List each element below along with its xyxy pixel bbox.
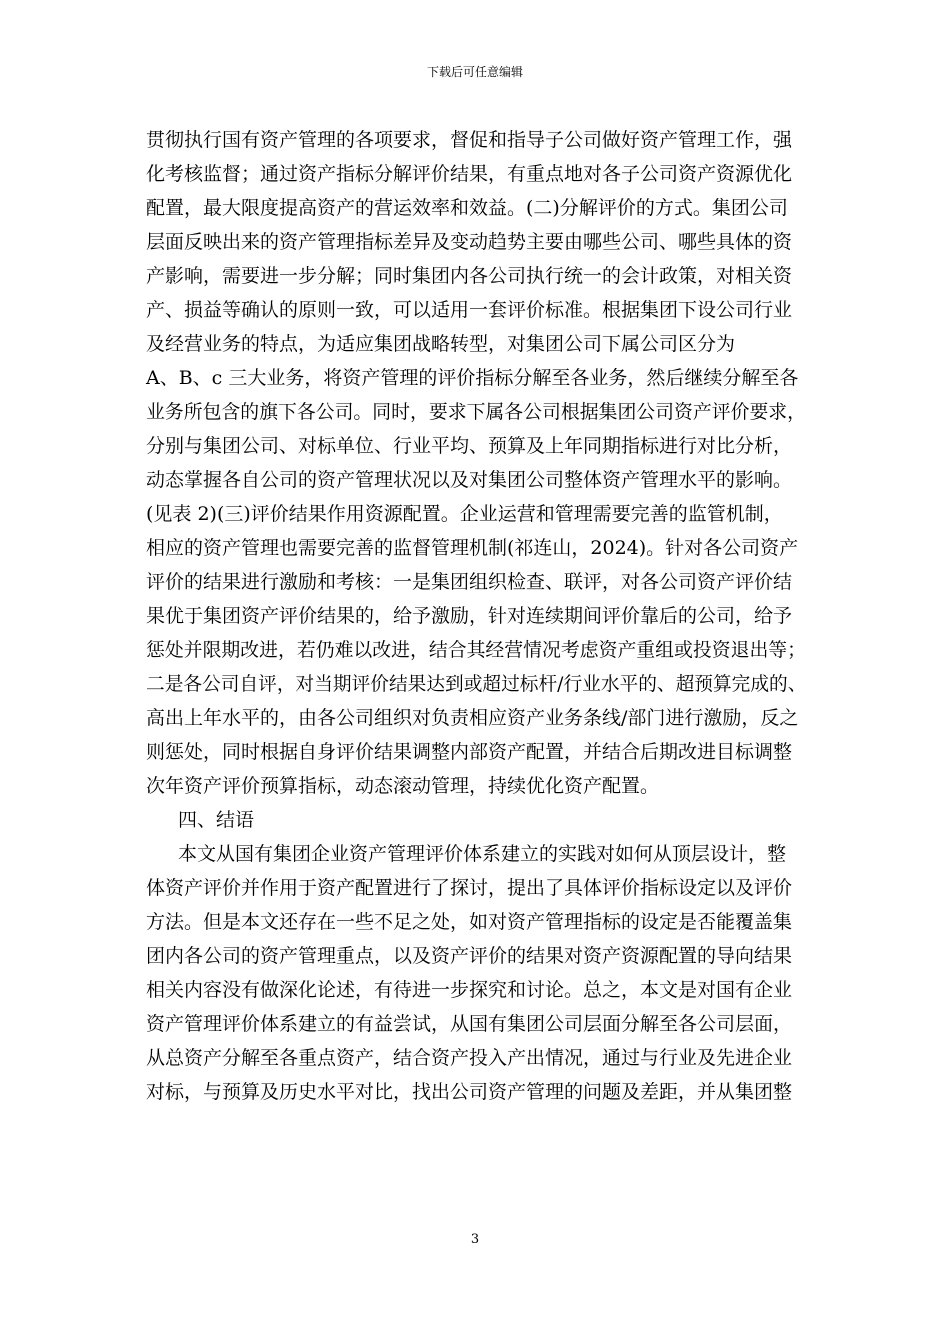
text-line: 配置，最大限度提高资产的营运效率和效益。(二)分解评价的方式。集团公司 xyxy=(146,197,788,219)
text-line: 二是各公司自评，对当期评价结果达到或超过标杆/行业水平的、超预算完成的、 xyxy=(146,673,807,695)
text-line: 层面反映出来的资产管理指标差异及变动趋势主要由哪些公司、哪些具体的资 xyxy=(146,231,793,253)
text-line: 及经营业务的特点，为适应集团战略转型，对集团公司下属公司区分为 xyxy=(146,333,736,355)
text-line: 则惩处，同时根据自身评价结果调整内部资产配置，并结合后期改进目标调整 xyxy=(146,741,793,763)
text-line: 惩处并限期改进，若仍难以改进，结合其经营情况考虑资产重组或投资退出等； xyxy=(146,639,807,661)
page-header: 下载后可任意编辑 xyxy=(426,65,523,79)
text-line: A、B、c 三大业务，将资产管理的评价指标分解至各业务，然后继续分解至各 xyxy=(146,367,799,389)
page-number: 3 xyxy=(470,1232,480,1247)
text-line: 贯彻执行国有资产管理的各项要求，督促和指导子公司做好资产管理工作，强 xyxy=(146,129,793,151)
text-line: 体资产评价并作用于资产配置进行了探讨，提出了具体评价指标设定以及评价 xyxy=(146,877,793,899)
text-line: 从总资产分解至各重点资产，结合资产投入产出情况，通过与行业及先进企业 xyxy=(146,1047,793,1069)
text-line: 相应的资产管理也需要完善的监督管理机制(祁连山，2024)。针对各公司资产 xyxy=(146,537,799,559)
text-line: 高出上年水平的，由各公司组织对负责相应资产业务条线/部门进行激励，反之 xyxy=(146,707,799,729)
text-line: 业务所包含的旗下各公司。同时，要求下属各公司根据集团公司资产评价要求， xyxy=(146,401,807,423)
text-line: 动态掌握各自公司的资产管理状况以及对集团公司整体资产管理水平的影响。 xyxy=(146,469,793,491)
text-line: 次年资产评价预算指标，动态滚动管理，持续优化资产配置。 xyxy=(146,775,660,797)
text-line: (见表 2)(三)评价结果作用资源配置。企业运营和管理需要完善的监管机制， xyxy=(146,503,783,525)
text-line: 方法。但是本文还存在一些不足之处，如对资产管理指标的设定是否能覆盖集 xyxy=(146,911,793,933)
text-line: 产影响，需要进一步分解；同时集团内各公司执行统一的会计政策，对相关资 xyxy=(146,265,793,287)
section-heading: 四、结语 xyxy=(178,809,255,831)
text-line: 果优于集团资产评价结果的，给予激励，针对连续期间评价靠后的公司，给予 xyxy=(146,605,793,627)
text-line: 相关内容没有做深化论述，有待进一步探究和讨论。总之，本文是对国有企业 xyxy=(146,979,793,1001)
text-line: 分别与集团公司、对标单位、行业平均、预算及上年同期指标进行对比分析， xyxy=(146,435,793,457)
text-line: 资产管理评价体系建立的有益尝试，从国有集团公司层面分解至各公司层面， xyxy=(146,1013,793,1035)
text-line: 产、损益等确认的原则一致，可以适用一套评价标准。根据集团下设公司行业 xyxy=(146,299,793,321)
text-line: 本文从国有集团企业资产管理评价体系建立的实践对如何从顶层设计，整 xyxy=(178,843,787,865)
text-line: 团内各公司的资产管理重点，以及资产评价的结果对资产资源配置的导向结果 xyxy=(146,945,793,967)
text-line: 对标，与预算及历史水平对比，找出公司资产管理的问题及差距，并从集团整 xyxy=(146,1081,793,1103)
text-line: 评价的结果进行激励和考核：一是集团组织检查、联评，对各公司资产评价结 xyxy=(146,571,793,593)
text-line: 化考核监督；通过资产指标分解评价结果，有重点地对各子公司资产资源优化 xyxy=(146,163,793,185)
